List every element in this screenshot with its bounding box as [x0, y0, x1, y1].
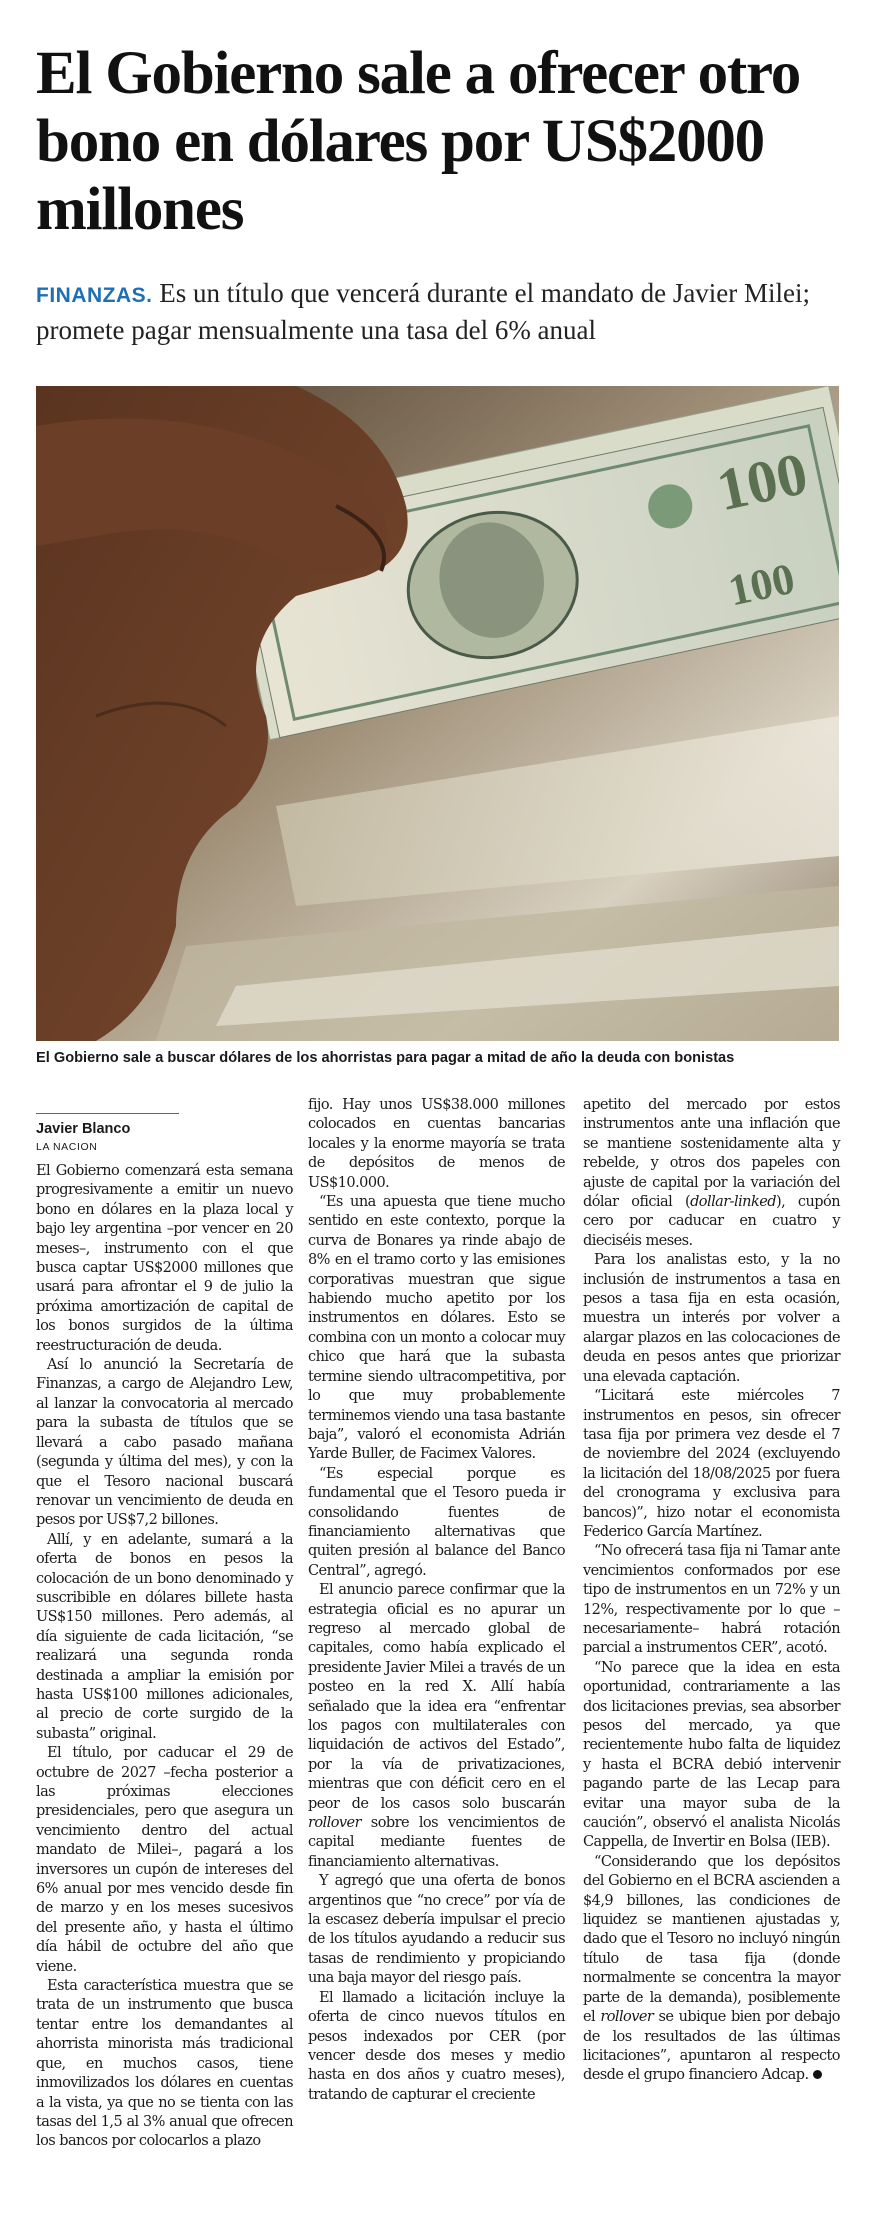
- byline-rule: [36, 1113, 179, 1114]
- article-column-1: [36, 1162, 293, 2152]
- section-tag: FINANZAS.: [36, 284, 153, 307]
- headline: El Gobierno sale a ofrecer otro bono en dólares por US$2000 millones: [36, 40, 801, 243]
- article-column-2: [308, 1096, 565, 2105]
- body-emphasis: dollar-linked: [690, 1194, 776, 1211]
- byline-author: Javier Blanco: [36, 1121, 131, 1137]
- deck-text: Es un título que vencerá durante el mandato de Javier Milei; promete pagar mensualmente una tasa del 6% anual: [36, 278, 811, 345]
- body-paragraph: “No parece que la idea en esta oportunidad, contrariamente a las dos licitaciones previas, sea absorber pesos del mercado, ya que recientemente hubo falta de liquidez y hasta el BCRA debió intervenir pagando parte de las Lecap para evitar una mayor suba de la caución”, observó el analista Nicolás Cappella, de Invertir en Bolsa (IEB).: [583, 1659, 840, 1851]
- body-paragraph: El llamado a licitación incluye la oferta de cinco nuevos títulos en pesos indexados por CER (por vencer desde dos meses y medio hasta en dos años y cuatro meses), tratando de capturar el creciente: [308, 1989, 565, 2103]
- photo-caption: El Gobierno sale a buscar dólares de los ahorristas para pagar a mitad de año la deuda con bonistas: [36, 1050, 735, 1066]
- body-text: ), cupón cero por caducar en cuatro y dieciséis meses.: [583, 1194, 840, 1249]
- svg-text:100: 100: [711, 440, 814, 524]
- body-paragraph: El título, por caducar el 29 de octubre de 2027 –fecha posterior a las próximas elecciones presidenciales, pero que asegura un vencimiento dentro del actual mandato de Milei–, pagará a los inversores un cupón de intereses del 6% anual por mes vencido desde fin de marzo y en los meses sucesivos del presente año, y hasta el último día hábil de octubre del año que viene.: [36, 1745, 293, 1975]
- end-mark-icon: [813, 2070, 822, 2079]
- body-paragraph: Esta característica muestra que se trata de un instrumento que busca tentar entre los demandantes al ahorrista minorista más tradicional que, en muchos casos, tiene inmovilizados los dólares en cuentas a la vista, ya que no se tienta con las tasas del 1,5 al 3% anual que ofrecen los bancos por colocarlos a plazo: [36, 1978, 293, 2150]
- dollar-bills-hand-photo: [36, 386, 839, 1041]
- body-paragraph: [308, 1581, 565, 1872]
- body-emphasis: rollover: [308, 1815, 361, 1832]
- body-text: “Considerando que los depósitos del Gobierno en el BCRA ascienden a $4,9 billones, las condiciones de liquidez se mantienen ajustadas y, dado que el Tesoro no incluyó ningún título de tasa fija (donde normalmente se concentra la mayor parte de la demanda), posiblemente el: [583, 1853, 840, 2026]
- body-paragraph: Para los analistas esto, y la no inclusión de instrumentos a tasa en pesos a tasa fija en esta ocasión, muestra un interés por volver a alargar plazos en las colocaciones de deuda en pesos antes que priorizar una elevada captación.: [583, 1252, 840, 1385]
- body-paragraph: El Gobierno comenzará esta semana progresivamente a emitir un nuevo bono en dólares en la plaza local y bajo ley argentina –por vencer en 20 meses–, instrumento con el que busca captar US$2000 millones que usará para afrontar el 9 de julio la próxima amortización de capital de los bonos surgidos de la última reestructuración de deuda.: [36, 1163, 293, 1354]
- article-column-3: [583, 1096, 840, 2086]
- body-paragraph: fijo. Hay unos US$38.000 millones colocados en cuentas bancarias locales y la enorme mayoría se trata de depósitos de menos de US$10.000.: [308, 1097, 565, 1191]
- deck: [36, 276, 836, 348]
- svg-text:100: 100: [724, 553, 799, 616]
- body-text: apetito del mercado por estos instrumentos ante una inflación que se mantiene sostenidamente alta y rebelde, y otros dos papeles con ajuste de capital por la variación del dólar oficial (: [583, 1097, 840, 1211]
- body-text: sobre los vencimientos de capital mediante fuentes de financiamiento alternativas.: [308, 1815, 565, 1870]
- body-paragraph: [583, 1853, 840, 2086]
- body-paragraph: “Es una apuesta que tiene mucho sentido en este contexto, porque la curva de Bonares ya rinde abajo de 8% en el tramo corto y las emisiones corporativas muestran que sigue habiendo mucho apetito por los instrumentos en dólares. Esto se combina con un monto a colocar muy chico que hará que la subasta termine siendo ultracompetitiva, por lo que muy probablemente terminemos viendo una tasa bastante baja”, valoró el economista Adrián Yarde Buller, de Facimex Valores.: [308, 1194, 565, 1463]
- body-paragraph: “No ofrecerá tasa fija ni Tamar ante vencimientos conformados por ese tipo de instrumentos en un 72% y un 12%, respectivamente por lo que –necesariamente– habrá rotación parcial a instrumentos CER”, acotó.: [583, 1543, 840, 1657]
- body-paragraph: Así lo anunció la Secretaría de Finanzas, a cargo de Alejandro Lew, al lanzar la convocatoria al mercado para la subasta de títulos que se llevará a cabo pasado mañana (segunda y última del mes), y con la que el Tesoro nacional buscará renovar un vencimiento de deuda en pesos por US$7,2 billones.: [36, 1357, 293, 1529]
- body-paragraph: “Licitará este miércoles 7 instrumentos en pesos, sin ofrecer tasa fija por primera vez desde el 7 de noviembre del 2024 (excluyendo la licitación del 18/08/2025 por fuera del cronograma y exclusiva para bancos)”, hizo notar el economista Federico García Martínez.: [583, 1388, 840, 1540]
- body-text: se ubique bien por debajo de los resultados de las últimas licitaciones”, apuntaron al respecto desde el grupo financiero Adcap.: [583, 2009, 840, 2084]
- photo-illustration: [36, 386, 839, 1041]
- body-paragraph: Allí, y en adelante, sumará a la oferta de bonos en pesos la colocación de un bono denominado y suscribible en dólares billete hasta US$150 millones. Pero además, al día siguiente de cada licitación, “se realizará una segunda ronda destinada a ampliar la emisión por hasta US$100 millones adicionales, al precio de corte surgido de la subasta” original.: [36, 1531, 293, 1742]
- body-paragraph: Y agregó que una oferta de bonos argentinos que “no crece” por vía de la escasez debería impulsar el precio de los títulos ayudando a reducir sus tasas de rendimiento y propiciando una baja mayor del riesgo país.: [308, 1873, 565, 1987]
- body-paragraph: [583, 1096, 840, 1251]
- body-emphasis: rollover: [600, 2009, 654, 2026]
- body-text: El anuncio parece confirmar que la estrategia oficial es no apurar un regreso al mercado global de capitales, como había explicado el presidente Javier Milei a través de un posteo en la red X. Allí había señalado que la idea era “enfrentar los pagos con multilaterales con liquidación de activos del Estado”, por la vía de privatizaciones, mientras que con déficit cero en el peor de los casos solo buscarán: [308, 1582, 565, 1812]
- body-paragraph: “Es especial porque es fundamental que el Tesoro pueda ir consolidando fuentes de financiamiento alternativas que quiten presión al balance del Banco Central”, agregó.: [308, 1465, 565, 1579]
- byline-outlet: LA NACION: [36, 1141, 98, 1153]
